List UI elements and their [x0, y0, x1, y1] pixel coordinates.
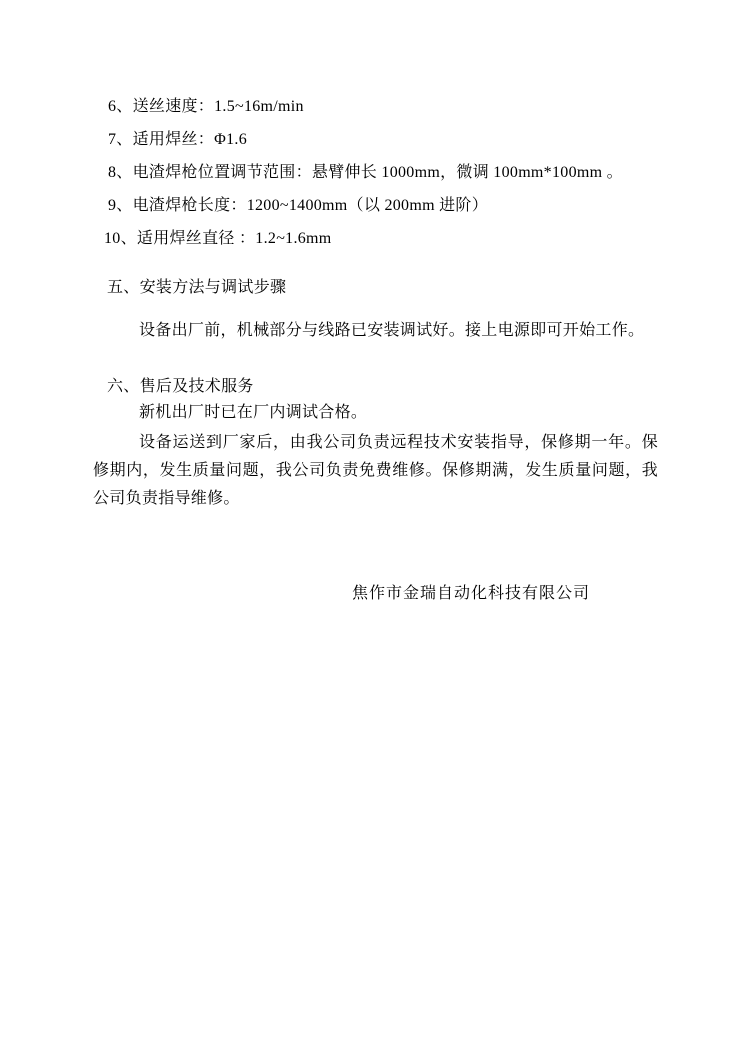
- service-paragraph-warranty: 设备运送到厂家后，由我公司负责远程技术安装指导，保修期一年。保修期内，发生质量问题，我公司负责免费维修。保修期满，发生质量问题，我公司负责指导维修。: [93, 434, 658, 507]
- installation-paragraph: 设备出厂前，机械部分与线路已安装调试好。接上电源即可开始工作。: [139, 322, 645, 339]
- section-heading-after-sales-service: 六、售后及技术服务: [107, 378, 254, 395]
- spec-item-gun-length: 9、电渣焊枪长度：1200~1400mm（以 200mm 进阶）: [108, 197, 489, 214]
- company-signature: 焦作市金瑞自动化科技有限公司: [352, 585, 591, 602]
- service-paragraph-factory-tested: 新机出厂时已在厂内调试合格。: [139, 404, 368, 421]
- spec-item-wire-diameter: 10、适用焊丝直径 ：1.2~1.6mm: [104, 230, 332, 247]
- spec-item-wire-feed-speed: 6、送丝速度：1.5~16m/min: [108, 98, 304, 115]
- section-heading-installation: 五、安装方法与调试步骤: [107, 279, 287, 296]
- spec-item-applicable-wire: 7、适用焊丝：Φ1.6: [108, 131, 247, 148]
- spec-item-gun-position-range: 8、电渣焊枪位置调节范围：悬臂伸长 1000mm，微调 100mm*100mm 。: [108, 164, 623, 181]
